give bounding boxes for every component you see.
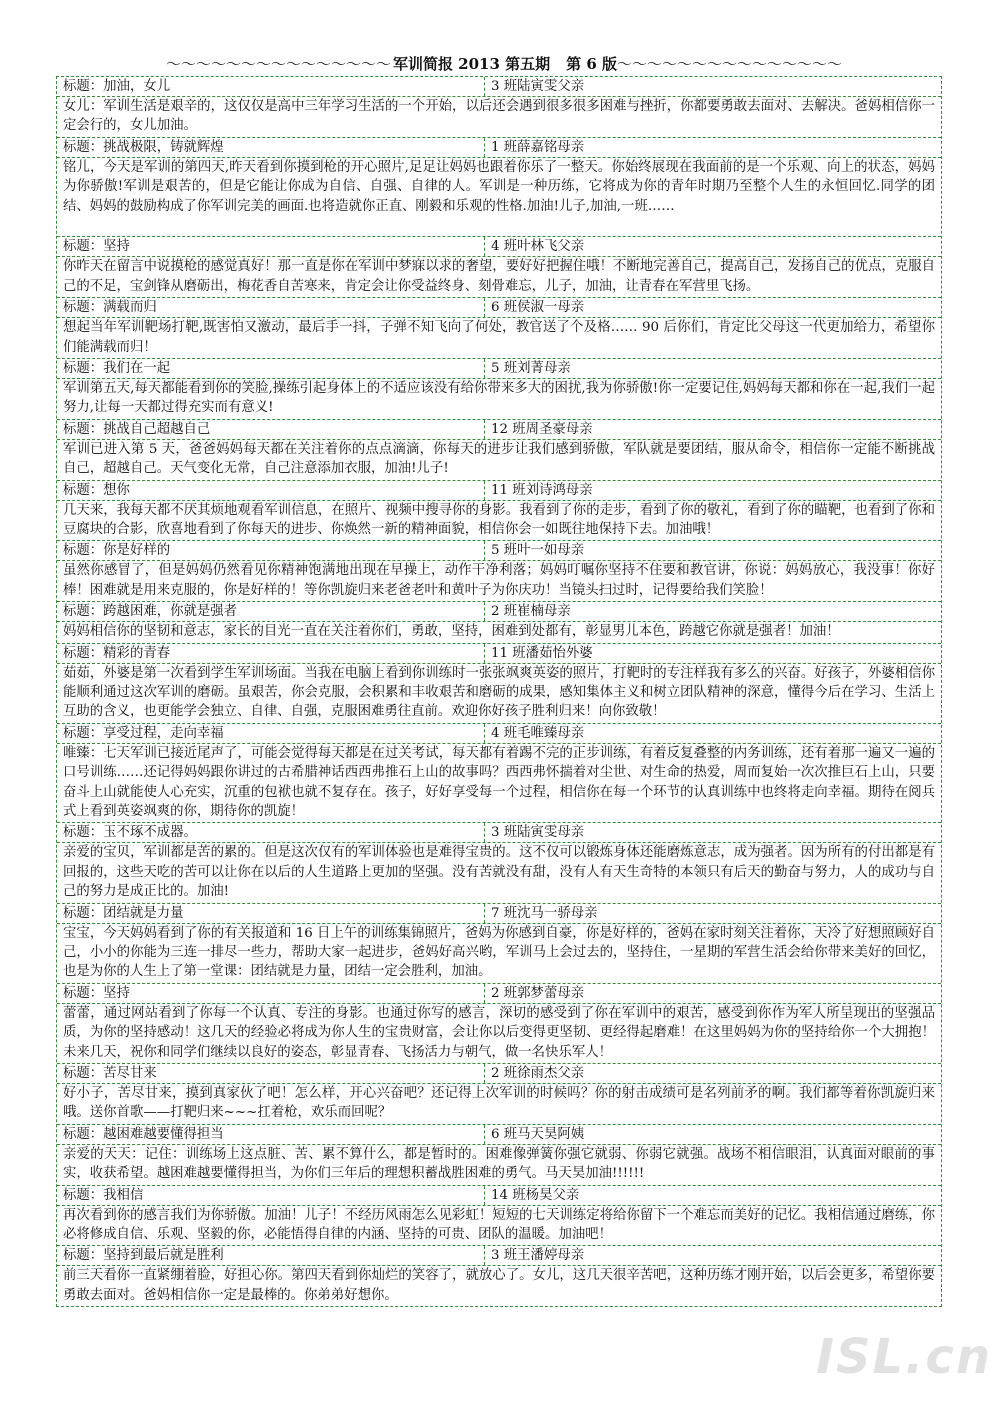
- entry-author: 1 班薛嘉铭母亲: [491, 139, 585, 155]
- entry-header-row: [57, 644, 941, 664]
- watermark-logo: ISL.cn: [816, 1329, 992, 1385]
- entry-author: 5 班刘菁母亲: [491, 360, 571, 376]
- entry-title: 标题：你是好样的: [57, 541, 485, 560]
- entry-title: 标题：想你: [57, 481, 485, 500]
- header-tilde-right: ～～～～～～～～～～～～～～～: [617, 54, 843, 73]
- entry-author: 11 班刘诗鸿母亲: [491, 482, 593, 498]
- entry-message-text: 茹茹，外婆是第一次看到学生军训场面。当我在电脑上看到你训练时一张张飒爽英姿的照片，打靶时的专注样我有多么的兴奋。好孩子，外婆相信你能顺利通过这次军训的磨砺。虽艰苦，你会克服，会积累和丰收艰苦和磨砺的成果，感知集体主义和树立团队精神的深意，懂得今后在学习、生活上互助的含义，也更能学会独立、自律、自强，克服困难勇往直前。欢迎你好孩子胜利归来！向你致敬！: [57, 664, 941, 724]
- entry-message-text: 铭儿，今天是军训的第四天,昨天看到你摸到枪的开心照片,足足让妈妈也跟着你乐了一整天。你始终展现在我面前的是一个乐观、向上的状态，妈妈为你骄傲!军训是艰苦的，但是它能让你成为自信、自强、自律的人。军训是一种历练，它将成为你的青年时期乃至整个人生的永恒回忆.同学的团结、妈妈的鼓励构成了你军训完美的画面.也将造就你正直、刚毅和乐观的性格.加油!儿子,加油,一班……: [57, 158, 941, 238]
- entry-header-row: [57, 724, 941, 744]
- entry-message-text: 军训第五天,每天都能看到你的笑脸,操练引起身体上的不适应该没有给你带来多大的困扰,我为你骄傲!你一定要记住,妈妈每天都和你在一起,我们一起努力,让每一天都过得充实而有意义!: [57, 379, 941, 420]
- entry-title: 标题：精彩的青春: [57, 644, 485, 663]
- entry-message-text: 想起当年军训靶场打靶,既害怕又激动，最后手一抖，子弹不知飞向了何处，教官送了个及格…… 90 后你们，肯定比父母这一代更加给力，希望你们能满载而归！: [57, 318, 941, 359]
- entry-message-text: 前三天看你一直紧绷着脸，好担心你。第四天看到你灿烂的笑容了，就放心了。女儿，这几天很辛苦吧，这种历练才刚开始，以后会更多，希望你要勇敢去面对。爸妈相信你一定是最棒的。你弟弟好想你。: [63, 1268, 935, 1303]
- entry-message-text: 蕾蕾，通过网站看到了你每一个认真、专注的身影。也通过你写的感言，深切的感受到了你在军训中的艰苦，感受到你作为军人所呈现出的坚强品质，为你的坚持感动！这几天的经验必将成为你人生的宝贵财富，会让你以后变得更坚韧、更经得起磨难！在这里妈妈为你的坚持给你一个大拥抱！未来几天，祝你和同学们继续以良好的姿态，彰显青春、飞扬活力与朝气，做一名快乐军人！: [57, 1004, 941, 1064]
- entry-message-text: 再次看到你的感言我们为你骄傲。加油！儿子！不经历风雨怎么见彩虹！短短的七天训练定将给你留下一个难忘而美好的记忆。我相信通过磨练，你必将修成自信、乐观、坚毅的你，必能悟得自律的内涵、坚持的可贵、团队的温暖。加油吧！: [57, 1206, 941, 1247]
- entry-title: 标题：我们在一起: [57, 359, 485, 378]
- entry-title: 标题：玉不琢不成器。: [57, 823, 485, 842]
- entry-header-row: [57, 823, 941, 843]
- message-entry: [57, 541, 941, 602]
- entry-message-text: 妈妈相信你的坚韧和意志，家长的目光一直在关注着你们，勇敢，坚持，困难到处都有，彰显男儿本色，跨越它你就是强者！加油！: [57, 622, 941, 643]
- message-entry: [57, 420, 941, 481]
- entry-header-row: [57, 541, 941, 561]
- entry-message-text: 虽然你感冒了，但是妈妈仍然看见你精神饱满地出现在早操上，动作干净利落；妈妈叮嘱你坚持不住要和教官讲，你说：妈妈放心，我没事！你好棒！困难就是用来克服的，你是好样的！等你凯旋归来老爸老叶和黄叶子为你庆功！当镜头扫过时，记得要给我们笑脸！: [57, 561, 941, 602]
- entry-title: 标题：坚持: [57, 984, 485, 1003]
- entry-author: 3 班陆寅雯母亲: [491, 825, 585, 841]
- entry-author: 11 班潘茹怡外婆: [491, 645, 593, 661]
- message-entry: [57, 481, 941, 542]
- edition-label: 第 6 版: [566, 54, 618, 73]
- newsletter-header: [56, 52, 952, 74]
- message-entry: [57, 77, 941, 138]
- entry-author: 6 班侯淑一母亲: [491, 300, 585, 316]
- entry-header-row: [57, 420, 941, 440]
- message-entry: [57, 138, 941, 238]
- entry-message-text: 亲爱的宝贝，军训都是苦的累的。但是这次仅有的军训体验也是难得宝贵的。这不仅可以锻炼身体还能磨炼意志，成为强者。因为所有的付出都是有回报的，这些天吃的苦可以让你在以后的人生道路上更加的坚强。没有苦就没有甜，没有人有天生奇特的本领只有后天的勤奋与努力，人的成功与自己的努力是成正比的。加油!: [57, 843, 941, 903]
- entry-title: 标题：坚持到最后就是胜利: [57, 1246, 485, 1265]
- entry-author: 4 班叶林飞父亲: [491, 239, 585, 255]
- entry-title: 标题：跨越困难，你就是强者: [57, 602, 485, 621]
- message-entry: [57, 1186, 941, 1247]
- message-entry: [57, 984, 941, 1064]
- entry-author: 12 班周圣豪母亲: [491, 421, 593, 437]
- entry-title: 标题：加油，女儿: [57, 77, 485, 96]
- entry-header-row: [57, 77, 941, 97]
- entry-author: 5 班叶一如母亲: [491, 543, 585, 559]
- entry-message-text: 军训已进入第 5 天，爸爸妈妈每天都在关注着你的点点滴滴，你每天的进步让我们感到骄傲，军队就是要团结，服从命令，相信你一定能不断挑战自己，超越自己。天气变化无常，自己注意添加衣服，加油!儿子!: [57, 440, 941, 481]
- entry-header-row: [57, 1064, 941, 1084]
- entry-message-text: 亲爱的天天：记住：训练场上这点脏、苦、累不算什么，都是暂时的。困难像弹簧你强它就弱、你弱它就强。战场不相信眼泪，认真面对眼前的事实，收获希望。越困难越要懂得担当，为你们三年后的理想积蓄战胜困难的勇气。马天昊加油!!!!!!: [57, 1145, 941, 1186]
- entry-author: 2 班崔楠母亲: [491, 604, 571, 620]
- entry-header-row: [57, 481, 941, 501]
- entry-author: 3 班王潘婷母亲: [491, 1248, 585, 1264]
- entry-author: 2 班徐雨杰父亲: [491, 1065, 585, 1081]
- entry-title: 标题：挑战极限，铸就辉煌: [57, 138, 485, 157]
- message-entry: [57, 1064, 941, 1125]
- message-entry: [57, 644, 941, 724]
- entry-title: 标题：满载而归: [57, 298, 485, 317]
- entry-author: 14 班杨昊父亲: [491, 1187, 580, 1203]
- entry-title: 标题：团结就是力量: [57, 904, 485, 923]
- newsletter-title: 军训简报 2013 第五期: [392, 54, 551, 73]
- messages-table: [56, 76, 942, 1307]
- entry-message-text: 宝宝，今天妈妈看到了你的有关报道和 16 日上午的训练集锦照片，爸妈为你感到自豪，你是好样的，爸妈在家时刻关注着你，天冷了好想照顾好自己，小小的你能为三连一排尽一些力，帮助大家一起进步，爸妈好高兴哟，军训马上会过去的，坚持住，一星期的军营生活会给你带来美好的回忆，也是为你的人生上了第一堂课：团结就是力量，团结一定会胜利，加油。: [57, 924, 941, 984]
- entry-header-row: [57, 359, 941, 379]
- message-entry: [57, 1125, 941, 1186]
- header-tilde-left: ～～～～～～～～～～～～～～～: [165, 54, 391, 73]
- entry-message-text: 几天来，我每天都不厌其烦地观看军训信息，在照片、视频中搜寻你的身影。我看到了你的走步，看到了你的敬礼，看到了你的瞄靶，也看到了你和豆腐块的合影，欣喜地看到了你每天的进步、你焕然一新的精神面貌，相信你会一如既往地保持下去。加油哦！: [57, 501, 941, 542]
- entry-header-row: [57, 138, 941, 158]
- message-entry: [57, 602, 941, 643]
- entry-message-text: 你昨天在留言中说摸枪的感觉真好！那一直是你在军训中梦寐以求的奢望，要好好把握住哦！不断地完善自己，提高自己，发扬自己的优点，克服自己的不足，宝剑锋从磨砺出，梅花香自苦寒来，肯定会让你受益终身、刻骨难忘，儿子，加油，让青春在军营里飞扬。: [57, 257, 941, 298]
- entry-message-text: 好小子，苦尽甘来，摸到真家伙了吧！怎么样，开心兴奋吧？还记得上次军训的时候吗？你的射击成绩可是名列前矛的啊。我们都等着你凯旋归来哦。送你首歌——打靶归来~~~扛着枪，欢乐而回呢？: [57, 1084, 941, 1125]
- entry-author: 2 班郭梦蕾母亲: [491, 985, 585, 1001]
- entry-header-row: [57, 602, 941, 622]
- entry-header-row: [57, 1125, 941, 1145]
- entry-title: 标题：享受过程，走向幸福: [57, 724, 485, 743]
- message-entry: [57, 237, 941, 298]
- entry-author: 7 班沈马一骄母亲: [491, 905, 598, 921]
- entry-message-text: 女儿：军训生活是艰辛的，这仅仅是高中三年学习生活的一个开始，以后还会遇到很多很多困难与挫折，你都要勇敢去面对、去解决。爸妈相信你一定会行的，女儿加油。: [57, 97, 941, 138]
- message-entry: [57, 724, 941, 824]
- entry-header-row: [57, 904, 941, 924]
- entry-header-row: [57, 984, 941, 1004]
- message-entry: [57, 904, 941, 984]
- entry-author: 4 班毛唯臻母亲: [491, 725, 585, 741]
- entry-title: 标题：苦尽甘来: [57, 1064, 485, 1083]
- entry-title: 标题：坚持: [57, 237, 485, 256]
- message-entry: [57, 823, 941, 903]
- entry-author: 6 班马天昊阿姨: [491, 1126, 585, 1142]
- message-entry: [57, 359, 941, 420]
- entry-title: 标题：挑战自己超越自己: [57, 420, 485, 439]
- entry-author: 3 班陆寅雯父亲: [491, 79, 585, 94]
- message-entry: [57, 298, 941, 359]
- entry-message-text: 唯臻：七天军训已接近尾声了，可能会觉得每天都是在过关考试，每天都有着踢不完的正步训练，有着反复叠整的内务训练，还有着那一遍又一遍的口号训练……还记得妈妈跟你讲过的古希腊神话西西弗推石上山的故事吗？西西弗怀揣着对尘世、对生命的热爱，周而复始一次次推巨石上山，只要奋斗上山就能使人心充实，沉重的包袱也就不复存在。孩子，好好享受每一个过程，相信你在每一个环节的认真训练中也终将走向幸福。期待在阅兵式上看到英姿飒爽的你，期待你的凯旋！: [57, 744, 941, 824]
- entry-header-row: [57, 298, 941, 318]
- entry-title: 标题：我相信: [57, 1186, 485, 1205]
- entry-header-row: [57, 1246, 941, 1266]
- entry-header-row: [57, 1186, 941, 1206]
- entry-title: 标题：越困难越要懂得担当: [57, 1125, 485, 1144]
- entry-header-row: [57, 237, 941, 257]
- message-entry: [57, 1246, 941, 1306]
